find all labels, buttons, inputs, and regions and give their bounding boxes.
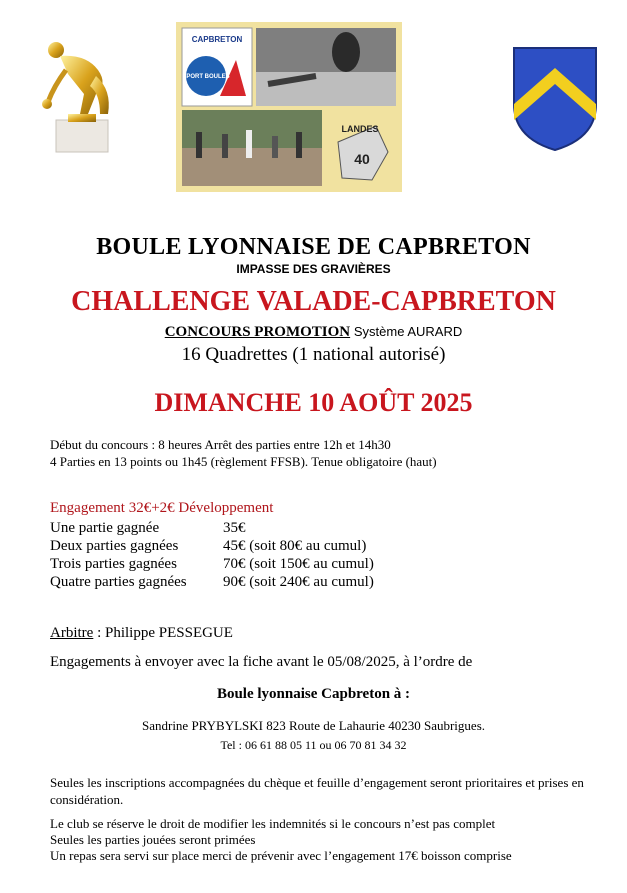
note-parties: Seules les parties jouées seront primées [50, 832, 256, 847]
prize-row [50, 520, 246, 537]
arbitre-name: Philippe PESSEGUE [105, 625, 233, 641]
arbitre-line [50, 625, 233, 642]
arbitre-label: Arbitre [50, 625, 94, 641]
prize-row [50, 556, 374, 573]
club-address: IMPASSE DES GRAVIÈRES [236, 262, 391, 276]
concours-label: CONCOURS PROMOTION [164, 324, 351, 340]
prize-label: Quatre parties gagnées [50, 574, 187, 590]
envoi-text: Engagements à envoyer avec la fiche avant le 05/08/2025, à l’ordre de [50, 654, 473, 670]
ordre-suffix: à : [390, 686, 411, 702]
envoi-telephone: Tel : 06 61 88 05 11 ou 06 70 81 34 32 [220, 738, 407, 752]
logo-text-sport-boules: SPORT BOULES [182, 74, 230, 80]
prize-row [50, 538, 366, 555]
ordre-name: Boule lyonnaise Capbreton [216, 686, 391, 702]
prize-value: 45€ (soit 80€ au cumul) [223, 538, 367, 554]
prize-label: Une partie gagnée [50, 520, 160, 536]
logo-text-40: 40 [354, 151, 370, 167]
note-indemnites: Le club se réserve le droit de modifier les indemnités si le concours n’est pas complet [50, 816, 496, 831]
prize-value: 90€ (soit 240€ au cumul) [223, 574, 374, 590]
prize-value: 70€ (soit 150€ au cumul) [223, 556, 374, 572]
note-priority: Seules les inscriptions accompagnées du chèque et feuille d’engagement seront prioritaires et prises en considération. [50, 775, 584, 807]
note-repas: Un repas sera servi sur place merci de prévenir avec l’engagement 17€ boisson comprise [50, 848, 512, 863]
engagement-heading: Engagement 32€+2€ Développement [50, 500, 274, 516]
trophy-image [38, 36, 128, 154]
club-title: BOULE LYONNAISE DE CAPBRETON [96, 234, 531, 260]
quadrettes-line: 16 Quadrettes (1 national autorisé) [181, 344, 446, 365]
prize-row [50, 574, 374, 591]
concours-line [0, 324, 627, 341]
ordre-line [0, 686, 627, 703]
info-line-1: Début du concours : 8 heures Arrêt des parties entre 12h et 14h30 [50, 437, 391, 452]
systeme-label: Système AURARD [353, 324, 463, 339]
prize-label: Deux parties gagnées [50, 538, 179, 554]
logo-text-landes: LANDES [341, 124, 379, 134]
info-line-2: 4 Parties en 13 points ou 1h45 (règlement FFSB). Tenue obligatoire (haut) [50, 454, 437, 469]
coat-of-arms-shield [512, 46, 598, 152]
prize-label: Trois parties gagnées [50, 556, 177, 572]
challenge-title: CHALLENGE VALADE-CAPBRETON [71, 286, 556, 317]
envoi-address: Sandrine PRYBYLSKI 823 Route de Lahaurie 40230 Saubrigues. [141, 718, 485, 733]
event-date: DIMANCHE 10 AOÛT 2025 [154, 388, 473, 417]
logo-text-capbreton: CAPBRETON [191, 35, 243, 44]
arbitre-separator: : [93, 625, 105, 641]
photo-collage [176, 22, 402, 192]
prize-value: 35€ [223, 520, 246, 536]
